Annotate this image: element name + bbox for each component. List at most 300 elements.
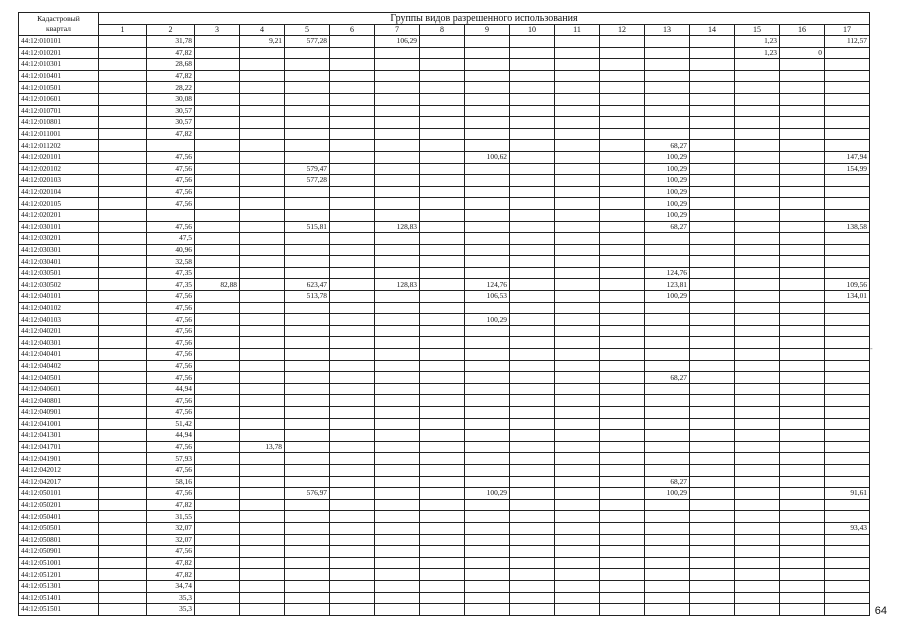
value-cell <box>99 93 147 105</box>
value-cell <box>825 105 870 117</box>
value-cell <box>735 418 780 430</box>
table-row <box>19 291 870 303</box>
value-cell <box>825 557 870 569</box>
value-cell <box>285 592 330 604</box>
value-cell: 47,56 <box>147 441 195 453</box>
value-cell <box>420 499 465 511</box>
value-cell <box>510 430 555 442</box>
value-cell <box>555 186 600 198</box>
value-cell <box>465 522 510 534</box>
value-cell <box>555 476 600 488</box>
value-cell <box>510 372 555 384</box>
value-cell <box>555 47 600 59</box>
value-cell <box>600 511 645 523</box>
value-cell <box>375 511 420 523</box>
value-cell: 1,23 <box>735 47 780 59</box>
value-cell <box>780 534 825 546</box>
value-cell <box>510 198 555 210</box>
value-cell <box>555 407 600 419</box>
cadastral-quarter-cell: 44:12:040301 <box>19 337 99 349</box>
value-cell <box>375 372 420 384</box>
value-cell <box>99 453 147 465</box>
value-cell <box>195 221 240 233</box>
value-cell <box>285 499 330 511</box>
value-cell <box>735 383 780 395</box>
column-number-header: 7 <box>375 25 420 36</box>
value-cell <box>420 291 465 303</box>
value-cell: 47,82 <box>147 70 195 82</box>
value-cell <box>375 105 420 117</box>
value-cell <box>285 349 330 361</box>
value-cell <box>735 256 780 268</box>
value-cell <box>240 349 285 361</box>
value-cell <box>600 302 645 314</box>
value-cell <box>465 337 510 349</box>
value-cell <box>690 163 735 175</box>
value-cell <box>420 314 465 326</box>
value-cell <box>645 604 690 616</box>
value-cell <box>690 198 735 210</box>
column-number-header: 14 <box>690 25 735 36</box>
value-cell <box>825 186 870 198</box>
table-row <box>19 256 870 268</box>
value-cell <box>195 499 240 511</box>
value-cell: 128,83 <box>375 279 420 291</box>
value-cell <box>555 580 600 592</box>
value-cell <box>465 36 510 48</box>
value-cell <box>690 476 735 488</box>
value-cell: 47,35 <box>147 267 195 279</box>
value-cell <box>600 337 645 349</box>
cadastral-quarter-cell: 44:12:020105 <box>19 198 99 210</box>
value-cell: 47,82 <box>147 47 195 59</box>
value-cell <box>99 209 147 221</box>
value-cell <box>99 302 147 314</box>
value-cell <box>330 47 375 59</box>
value-cell <box>285 93 330 105</box>
cadastral-quarter-cell: 44:12:030301 <box>19 244 99 256</box>
value-cell: 1,23 <box>735 36 780 48</box>
value-cell <box>99 47 147 59</box>
value-cell <box>465 128 510 140</box>
value-cell <box>465 325 510 337</box>
value-cell <box>690 93 735 105</box>
cadastral-quarter-cell: 44:12:050801 <box>19 534 99 546</box>
value-cell <box>735 557 780 569</box>
value-cell <box>195 314 240 326</box>
value-cell <box>465 360 510 372</box>
value-cell <box>645 244 690 256</box>
value-cell: 100,29 <box>645 163 690 175</box>
value-cell: 124,76 <box>465 279 510 291</box>
value-cell <box>555 163 600 175</box>
value-cell <box>195 302 240 314</box>
value-cell <box>240 140 285 152</box>
value-cell <box>510 256 555 268</box>
value-cell <box>735 151 780 163</box>
cadastral-quarter-cell: 44:12:040801 <box>19 395 99 407</box>
value-cell <box>285 464 330 476</box>
value-cell <box>690 175 735 187</box>
cadastral-quarter-cell: 44:12:030501 <box>19 267 99 279</box>
value-cell <box>825 418 870 430</box>
value-cell <box>420 372 465 384</box>
value-cell <box>645 464 690 476</box>
value-cell <box>780 82 825 94</box>
value-cell <box>465 186 510 198</box>
value-cell <box>510 36 555 48</box>
value-cell <box>465 499 510 511</box>
value-cell <box>240 302 285 314</box>
cadastral-quarter-cell: 44:12:050901 <box>19 546 99 558</box>
table-row <box>19 580 870 592</box>
value-cell <box>690 488 735 500</box>
cadastral-quarter-cell: 44:12:040601 <box>19 383 99 395</box>
value-cell <box>510 546 555 558</box>
cadastral-quarter-cell: 44:12:030201 <box>19 233 99 245</box>
value-cell <box>330 349 375 361</box>
value-cell <box>195 453 240 465</box>
value-cell: 576,97 <box>285 488 330 500</box>
value-cell <box>600 244 645 256</box>
value-cell <box>510 383 555 395</box>
table-row <box>19 441 870 453</box>
value-cell <box>240 534 285 546</box>
table-row <box>19 430 870 442</box>
value-cell <box>600 557 645 569</box>
value-cell <box>99 430 147 442</box>
cadastral-quarter-cell: 44:12:051001 <box>19 557 99 569</box>
value-cell <box>195 198 240 210</box>
value-cell <box>780 499 825 511</box>
value-cell: 34,74 <box>147 580 195 592</box>
value-cell <box>195 383 240 395</box>
value-cell <box>510 314 555 326</box>
value-cell <box>195 546 240 558</box>
value-cell <box>99 534 147 546</box>
value-cell <box>510 47 555 59</box>
value-cell <box>735 198 780 210</box>
column-number-header: 12 <box>600 25 645 36</box>
value-cell <box>780 105 825 117</box>
value-cell <box>240 418 285 430</box>
value-cell: 124,76 <box>645 267 690 279</box>
value-cell <box>600 198 645 210</box>
value-cell <box>690 186 735 198</box>
value-cell: 47,56 <box>147 337 195 349</box>
value-cell <box>735 349 780 361</box>
value-cell <box>555 59 600 71</box>
value-cell <box>330 441 375 453</box>
value-cell <box>330 140 375 152</box>
value-cell <box>465 511 510 523</box>
value-cell <box>420 476 465 488</box>
quarter-column-header <box>19 13 99 36</box>
table-row <box>19 453 870 465</box>
value-cell <box>465 70 510 82</box>
value-cell <box>195 407 240 419</box>
value-cell <box>600 209 645 221</box>
value-cell <box>465 592 510 604</box>
value-cell <box>330 93 375 105</box>
value-cell <box>735 291 780 303</box>
value-cell <box>420 151 465 163</box>
table-row <box>19 337 870 349</box>
value-cell <box>780 360 825 372</box>
column-number-header: 13 <box>645 25 690 36</box>
table-row <box>19 163 870 175</box>
value-cell <box>465 349 510 361</box>
table-row <box>19 105 870 117</box>
value-cell <box>780 430 825 442</box>
value-cell <box>690 453 735 465</box>
value-cell <box>195 557 240 569</box>
value-cell <box>330 476 375 488</box>
value-cell <box>780 175 825 187</box>
value-cell: 47,56 <box>147 360 195 372</box>
value-cell <box>510 105 555 117</box>
value-cell <box>780 453 825 465</box>
value-cell <box>420 175 465 187</box>
value-cell <box>375 453 420 465</box>
value-cell <box>375 59 420 71</box>
value-cell <box>735 221 780 233</box>
value-cell <box>285 244 330 256</box>
value-cell <box>600 175 645 187</box>
value-cell <box>420 163 465 175</box>
value-cell <box>330 557 375 569</box>
value-cell <box>690 221 735 233</box>
value-cell <box>375 499 420 511</box>
cadastral-quarter-cell: 44:12:020201 <box>19 209 99 221</box>
value-cell <box>510 221 555 233</box>
value-cell <box>735 569 780 581</box>
value-cell <box>510 175 555 187</box>
value-cell <box>825 82 870 94</box>
value-cell: 47,56 <box>147 186 195 198</box>
value-cell <box>420 580 465 592</box>
value-cell <box>375 302 420 314</box>
value-cell <box>99 476 147 488</box>
value-cell <box>600 534 645 546</box>
value-cell <box>195 186 240 198</box>
value-cell <box>375 175 420 187</box>
value-cell <box>375 325 420 337</box>
value-cell <box>510 117 555 129</box>
value-cell <box>780 128 825 140</box>
value-cell <box>825 117 870 129</box>
value-cell <box>645 70 690 82</box>
column-number-header: 11 <box>555 25 600 36</box>
value-cell <box>195 151 240 163</box>
value-cell <box>645 580 690 592</box>
value-cell <box>735 407 780 419</box>
value-cell <box>420 464 465 476</box>
value-cell <box>690 256 735 268</box>
cadastral-quarter-cell: 44:12:030401 <box>19 256 99 268</box>
value-cell <box>600 233 645 245</box>
quarter-header-line1: Кадастровый <box>37 14 80 23</box>
value-cell <box>240 314 285 326</box>
value-cell <box>195 267 240 279</box>
value-cell <box>195 105 240 117</box>
table-row <box>19 302 870 314</box>
value-cell <box>330 325 375 337</box>
value-cell: 106,53 <box>465 291 510 303</box>
value-cell <box>99 221 147 233</box>
value-cell <box>780 151 825 163</box>
value-cell <box>99 337 147 349</box>
value-cell <box>240 291 285 303</box>
value-cell <box>240 372 285 384</box>
value-cell <box>285 314 330 326</box>
value-cell <box>735 580 780 592</box>
value-cell <box>645 117 690 129</box>
value-cell: 31,55 <box>147 511 195 523</box>
value-cell <box>735 233 780 245</box>
value-cell <box>690 209 735 221</box>
value-cell <box>375 151 420 163</box>
value-cell <box>375 604 420 616</box>
value-cell <box>825 534 870 546</box>
value-cell <box>99 325 147 337</box>
table-row <box>19 59 870 71</box>
value-cell <box>690 580 735 592</box>
value-cell <box>420 82 465 94</box>
cadastral-quarter-cell: 44:12:010701 <box>19 105 99 117</box>
value-cell: 134,01 <box>825 291 870 303</box>
value-cell: 47,56 <box>147 546 195 558</box>
value-cell <box>645 325 690 337</box>
value-cell <box>330 511 375 523</box>
value-cell <box>285 198 330 210</box>
cadastral-quarter-cell: 44:12:030101 <box>19 221 99 233</box>
value-cell <box>825 337 870 349</box>
value-cell <box>825 93 870 105</box>
value-cell <box>690 499 735 511</box>
value-cell <box>645 349 690 361</box>
value-cell <box>99 279 147 291</box>
value-cell <box>465 441 510 453</box>
value-cell <box>375 198 420 210</box>
value-cell <box>510 395 555 407</box>
value-cell <box>510 279 555 291</box>
value-cell: 47,56 <box>147 221 195 233</box>
value-cell <box>690 151 735 163</box>
value-cell <box>285 186 330 198</box>
value-cell <box>690 70 735 82</box>
value-cell: 0 <box>780 47 825 59</box>
value-cell <box>195 325 240 337</box>
value-cell <box>99 151 147 163</box>
value-cell <box>195 233 240 245</box>
value-cell: 32,58 <box>147 256 195 268</box>
value-cell <box>735 93 780 105</box>
value-cell <box>420 36 465 48</box>
column-number-header: 5 <box>285 25 330 36</box>
value-cell <box>825 267 870 279</box>
value-cell <box>240 186 285 198</box>
value-cell <box>375 267 420 279</box>
column-number-header: 6 <box>330 25 375 36</box>
value-cell <box>780 441 825 453</box>
cadastral-quarter-cell: 44:12:020103 <box>19 175 99 187</box>
value-cell: 9,21 <box>240 36 285 48</box>
value-cell <box>99 117 147 129</box>
value-cell <box>375 557 420 569</box>
value-cell <box>780 383 825 395</box>
value-cell <box>555 70 600 82</box>
column-number-header: 9 <box>465 25 510 36</box>
value-cell <box>195 337 240 349</box>
value-cell <box>600 522 645 534</box>
value-cell <box>825 70 870 82</box>
value-cell <box>285 140 330 152</box>
value-cell <box>825 569 870 581</box>
value-cell <box>555 499 600 511</box>
value-cell: 154,99 <box>825 163 870 175</box>
value-cell <box>690 569 735 581</box>
value-cell <box>690 233 735 245</box>
value-cell <box>99 244 147 256</box>
value-cell <box>285 337 330 349</box>
cadastral-table-sheet <box>18 12 870 616</box>
value-cell <box>645 360 690 372</box>
value-cell <box>510 592 555 604</box>
value-cell <box>555 337 600 349</box>
value-cell <box>690 36 735 48</box>
value-cell <box>735 175 780 187</box>
value-cell <box>240 267 285 279</box>
table-row <box>19 175 870 187</box>
table-row <box>19 140 870 152</box>
value-cell <box>99 557 147 569</box>
value-cell <box>99 569 147 581</box>
value-cell <box>555 256 600 268</box>
value-cell <box>465 604 510 616</box>
value-cell: 47,82 <box>147 557 195 569</box>
value-cell <box>420 557 465 569</box>
value-cell <box>690 430 735 442</box>
value-cell <box>555 198 600 210</box>
value-cell <box>600 372 645 384</box>
value-cell <box>735 140 780 152</box>
value-cell <box>690 128 735 140</box>
value-cell <box>99 163 147 175</box>
value-cell <box>330 291 375 303</box>
value-cell <box>780 279 825 291</box>
value-cell <box>735 105 780 117</box>
value-cell: 40,96 <box>147 244 195 256</box>
value-cell <box>285 82 330 94</box>
value-cell: 138,58 <box>825 221 870 233</box>
table-row <box>19 546 870 558</box>
value-cell <box>240 209 285 221</box>
cadastral-quarter-cell: 44:12:040901 <box>19 407 99 419</box>
value-cell <box>600 93 645 105</box>
value-cell <box>240 383 285 395</box>
value-cell <box>825 592 870 604</box>
value-cell <box>285 604 330 616</box>
value-cell <box>600 453 645 465</box>
value-cell <box>825 511 870 523</box>
table-row <box>19 418 870 430</box>
column-number-header: 10 <box>510 25 555 36</box>
value-cell <box>375 569 420 581</box>
value-cell <box>825 430 870 442</box>
value-cell <box>600 163 645 175</box>
value-cell <box>600 82 645 94</box>
